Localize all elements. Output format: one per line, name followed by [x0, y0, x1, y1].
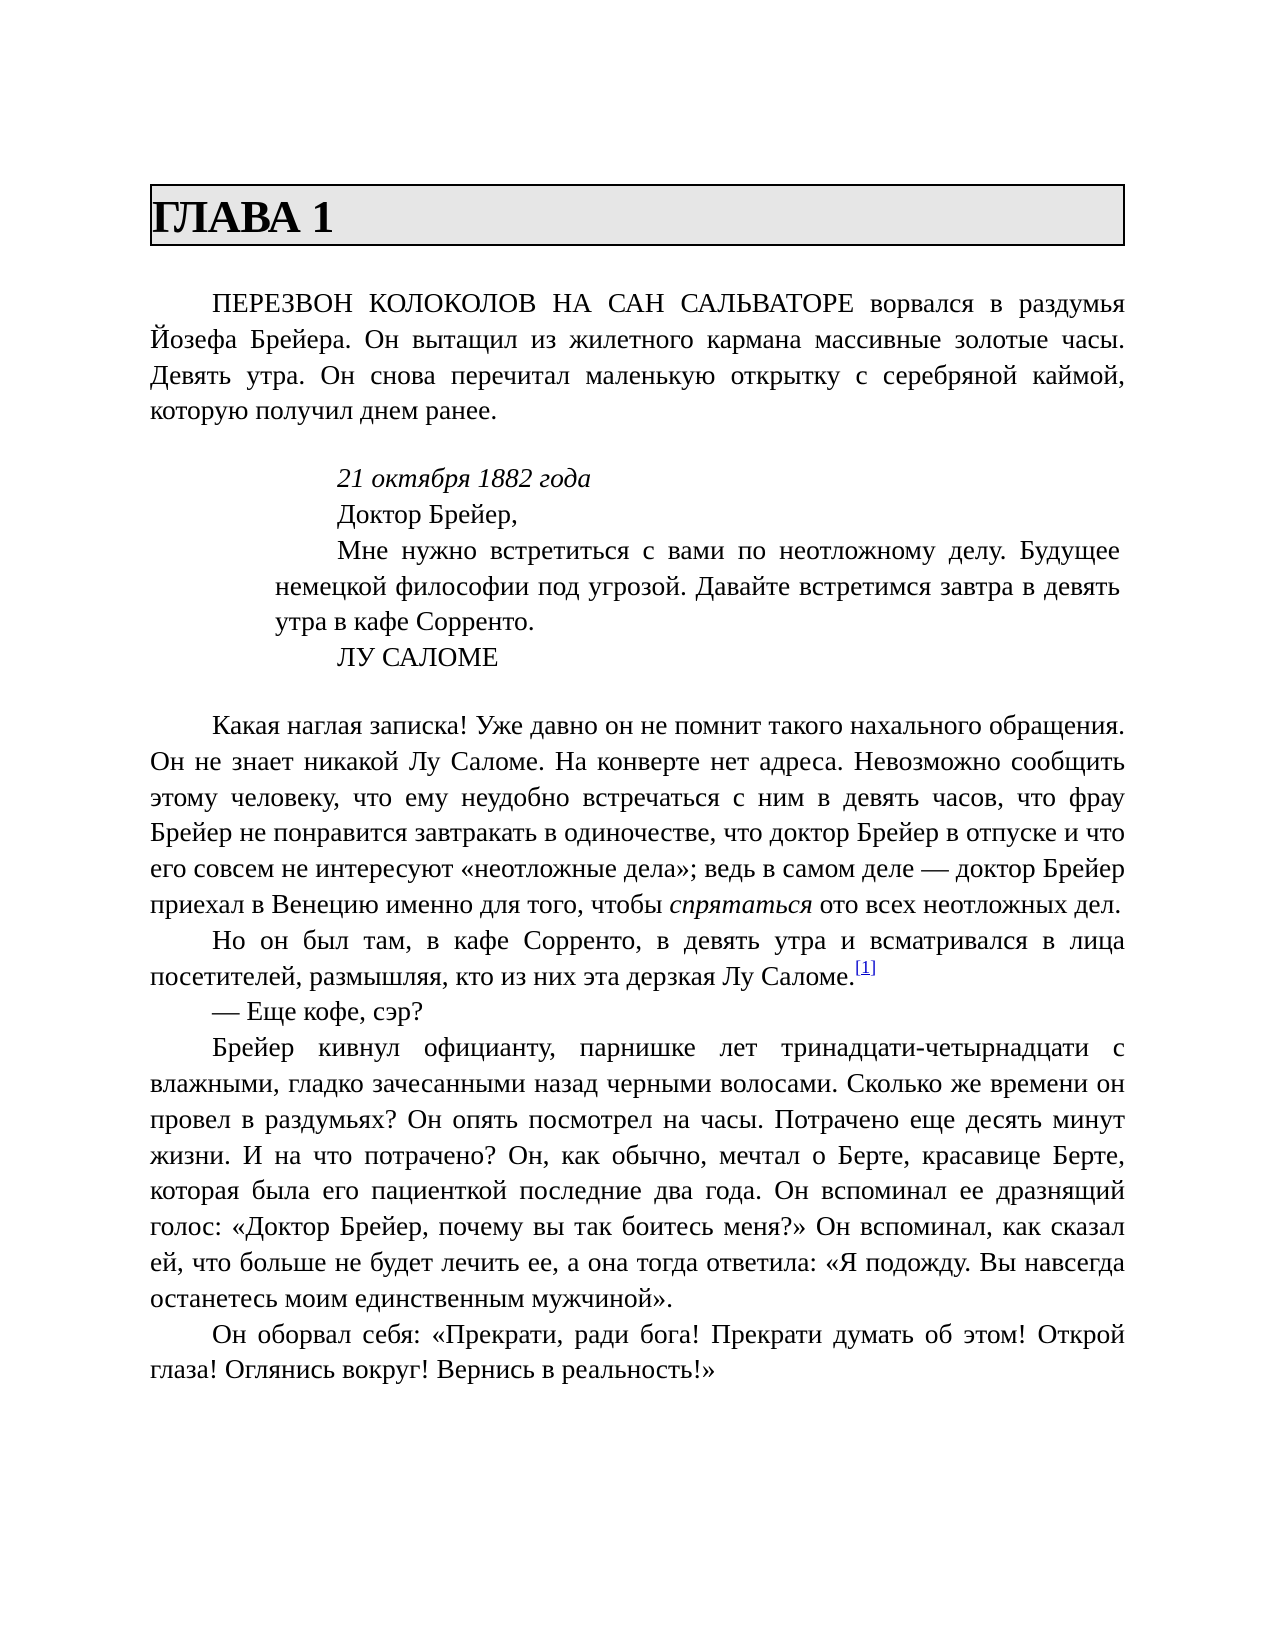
chapter-heading: ГЛАВА 1: [150, 184, 1125, 246]
letter-date: 21 октября 1882 года: [337, 462, 592, 494]
text-segment: ото всех неотложных дел.: [812, 887, 1122, 919]
letter-signature: ЛУ САЛОМЕ: [337, 641, 499, 673]
paragraph-cafe: [150, 922, 1125, 994]
letter-body: Мне нужно встретиться с вами по неотложному делу. Будущее немецкой философии под угрозой. Давайте встретимся завтра в девять утра в кафе Сорренто.: [275, 533, 1120, 637]
paragraph-self-reproach: Он оборвал себя: «Прекрати, ради бога! Прекрати думать об этом! Открой глаза! Оглянись вокруг! Вернись в реальность!»: [150, 1317, 1125, 1385]
paragraph-dialogue: — Еще кофе, сэр?: [212, 995, 424, 1027]
letter-salutation: Доктор Брейер,: [337, 497, 518, 529]
text-segment: Какая наглая записка! Уже давно он не помнит такого нахального обращения. Он не знает никакой Лу Саломе. На конверте нет адреса. Невозможно сообщить этому человеку, что ему неудобно встречаться с ним в девять часов, что фрау Брейер не понравится завтракать в одиночестве, что доктор Брейер в отпуске и что его совсем не интересуют «неотложные дела»; ведь в самом деле — доктор Брейер приехал в Венецию именно для того, чтобы: [150, 708, 1125, 919]
paragraph-bertha: Брейер кивнул официанту, парнишке лет тринадцати-четырнадцати с влажными, гладко зачесанными назад черными волосами. Сколько же времени он провел в раздумьях? Он опять посмотрел на часы. Потрачено еще десять минут жизни. И на что потрачено? Он, как обычно, мечтал о Берте, красавице Берте, которая была его пациенткой последние два года. Он вспоминал ее дразнящий голос: «Доктор Брейер, почему вы так боитесь меня?» Он вспоминал, как сказал ей, что больше не будет лечить ее, а она тогда ответила: «Я подожду. Вы навсегда останетесь моим единственным мужчиной».: [150, 1031, 1125, 1313]
letter-block: [275, 460, 1120, 675]
text-segment: Но он был там, в кафе Сорренто, в девять утра и всматривался в лица посетителей, размышляя, кто из них эта дерзкая Лу Саломе.: [150, 923, 1125, 991]
document-page: [150, 184, 1125, 1387]
footnote-link[interactable]: [1]: [855, 956, 877, 977]
emphasized-word: спрятаться: [669, 887, 813, 919]
paragraph-note-reaction: [150, 707, 1125, 922]
paragraph-intro: ПЕРЕЗВОН КОЛОКОЛОВ НА САН САЛЬВАТОРЕ ворвался в раздумья Йозефа Брейера. Он вытащил из жилетного кармана массивные золотые часы. Девять утра. Он снова перечитал маленькую открытку с серебряной каймой, которую получил днем ранее.: [150, 287, 1125, 426]
